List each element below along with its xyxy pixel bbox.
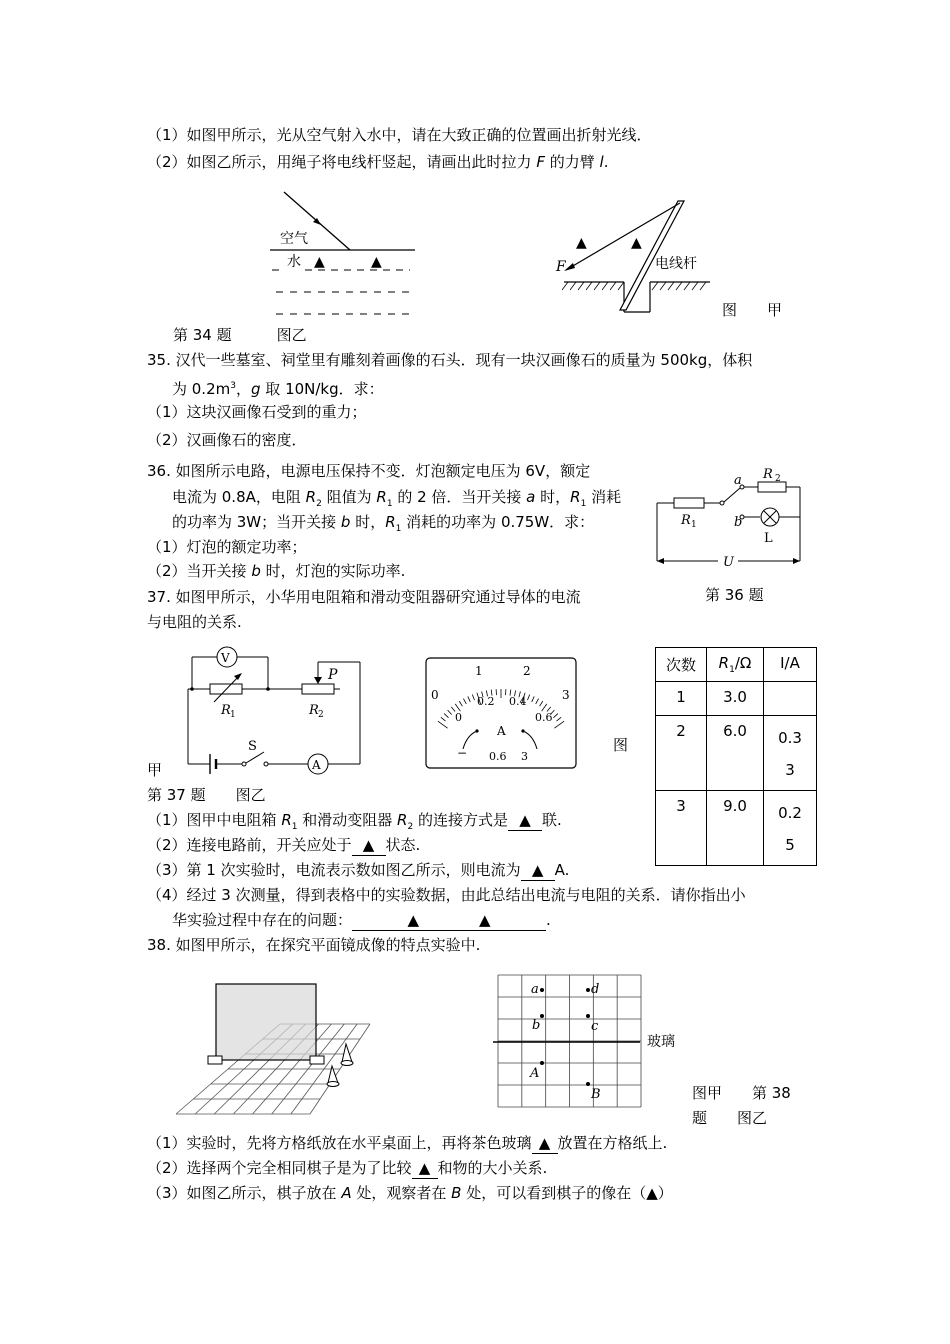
answer-blank: ▲	[521, 860, 555, 881]
svg-text:P: P	[328, 667, 338, 683]
q38-part3: （3）如图乙所示，棋子放在 A 处，观察者在 B 处，可以看到棋子的像在（▲）	[147, 1184, 673, 1202]
air-label: 空气	[280, 231, 308, 247]
q38-stem: 38. 如图甲所示，在探究平面镜成像的特点实验中.	[147, 936, 481, 954]
q38-part1: （1）实验时，先将方格纸放在水平桌面上，再将茶色玻璃 ▲ 放置在方格纸上.	[147, 1134, 668, 1152]
q37-fig-tu-label: 图	[613, 736, 629, 754]
rheostat-r2	[302, 684, 334, 694]
svg-text:0.4: 0.4	[509, 695, 527, 708]
q34-fig-jia-label: 图 甲	[722, 301, 783, 319]
svg-text:R: R	[221, 703, 231, 718]
svg-text:0: 0	[431, 688, 439, 702]
force-label: F	[556, 259, 566, 275]
q37-data-table	[655, 647, 817, 866]
resistor-r1	[674, 498, 704, 508]
svg-text:A: A	[530, 1066, 540, 1081]
svg-text:−: −	[457, 746, 468, 760]
svg-text:R: R	[309, 703, 319, 718]
svg-text:B: B	[591, 1087, 601, 1102]
q37-part4: （4）经过 3 次测量，得到表格中的实验数据，由此总结出电流与电阻的关系．请你指出小	[147, 886, 746, 904]
q34-caption: 第 34 题 图乙	[173, 326, 307, 344]
q37-stem-2: 与电阻的关系.	[147, 613, 242, 631]
chess-piece	[341, 1044, 353, 1066]
svg-text:3: 3	[562, 688, 570, 702]
q34-part1: （1）如图甲所示，光从空气射入水中，请在大致正确的位置画出折射光线．	[147, 126, 652, 144]
svg-text:A: A	[312, 758, 321, 772]
svg-text:c: c	[591, 1019, 599, 1034]
table-row: 2 6.0 0.3 3	[656, 716, 817, 791]
q34-part2: （2）如图乙所示，用绳子将电线杆竖起，请画出此时拉力 F 的力臂 l.	[147, 153, 609, 171]
q35-part2: （2）汉画像石的密度．	[147, 431, 307, 449]
svg-text:玻璃: 玻璃	[647, 1034, 675, 1050]
answer-blank: ▲	[412, 1158, 438, 1179]
resistor-r2	[758, 482, 786, 492]
q37-fig-jia-label: 甲	[147, 761, 163, 779]
svg-text:R: R	[763, 467, 773, 482]
q38-caption-2: 题 图乙	[692, 1109, 768, 1127]
q37-stem: 37. 如图甲所示，小华用电阻箱和滑动变阻器研究通过导体的电流	[147, 588, 581, 606]
svg-text:b: b	[532, 1018, 541, 1033]
svg-text:V: V	[221, 651, 230, 665]
svg-text:2: 2	[318, 710, 324, 720]
svg-text:0.2: 0.2	[477, 695, 495, 708]
svg-text:2: 2	[523, 664, 531, 678]
svg-text:a: a	[734, 473, 742, 488]
q38-mirror-setup-figure	[160, 980, 410, 1115]
q38-caption: 图甲 第 38	[692, 1084, 791, 1102]
svg-text:2: 2	[775, 474, 781, 484]
q35-stem-2: 为 $0.2m^3$，g 取 10N/kg．求：	[172, 380, 384, 398]
q34-pole-figure	[556, 195, 740, 320]
table-row: 3 9.0 0.2 5	[656, 791, 817, 866]
q35-part1: （1）这块汉画像石受到的重力；	[147, 403, 367, 421]
answer-mark: ▲	[631, 235, 642, 251]
q36-stem: 36. 如图所示电路，电源电压保持不变．灯泡额定电压为 6V，额定	[147, 462, 591, 480]
q35-stem: 35. 汉代一些墓室、祠堂里有雕刻着画像的石头．现有一块汉画像石的质量为 500kg，体积	[147, 351, 753, 369]
answer-mark: ▲	[646, 1184, 658, 1202]
answer-blank: ▲	[532, 1133, 558, 1154]
svg-text:0.6: 0.6	[489, 750, 507, 763]
svg-text:0: 0	[455, 711, 462, 724]
answer-mark: ▲	[371, 254, 382, 270]
glass-plate	[216, 984, 316, 1060]
q34-refraction-figure	[270, 188, 420, 323]
svg-text:b: b	[734, 515, 743, 530]
q36-part2: （2）当开关接 b 时，灯泡的实际功率.	[147, 562, 406, 580]
svg-text:A: A	[497, 724, 506, 738]
table-header: $R_1/\Omega$	[707, 648, 764, 682]
svg-text:a: a	[531, 982, 539, 997]
q38-part2: （2）选择两个完全相同棋子是为了比较 ▲ 和物的大小关系.	[147, 1159, 548, 1177]
svg-text:S: S	[248, 739, 257, 754]
table-row: 1 3.0	[656, 682, 817, 716]
q37-part3: （3）第 1 次实验时，电流表示数如图乙所示，则电流为 ▲ A.	[147, 861, 570, 879]
svg-text:d: d	[591, 982, 600, 997]
answer-blank: ▲	[508, 810, 542, 831]
q36-stem-3: 的功率为 3W；当开关接 b 时，$R_1$ 消耗的功率为 0.75W．求：	[172, 513, 595, 534]
q37-caption: 第 37 题 图乙	[147, 786, 266, 804]
svg-text:1: 1	[230, 710, 236, 720]
answer-mark: ▲	[314, 254, 325, 270]
q37-part1: （1）图甲中电阻箱 $R_1$ 和滑动变阻器 $R_2$ 的连接方式是 ▲ 联.	[147, 811, 562, 832]
q36-caption: 第 36 题	[705, 586, 764, 604]
svg-text:0.6: 0.6	[535, 711, 553, 724]
table-header: 次数	[656, 648, 707, 682]
answer-mark: ▲	[576, 235, 587, 251]
q37-circuit-figure	[180, 642, 365, 777]
q37-part4-2: 华实验过程中存在的问题： ▲ ▲ .	[172, 911, 551, 929]
q37-part2: （2）连接电路前，开关应处于 ▲ 状态.	[147, 836, 421, 854]
answer-blank: ▲ ▲	[352, 910, 546, 931]
svg-text:R: R	[681, 513, 691, 528]
svg-text:L: L	[764, 531, 773, 546]
q37-ammeter-dial	[425, 657, 577, 769]
svg-text:1: 1	[475, 664, 483, 678]
svg-text:1: 1	[691, 520, 697, 530]
svg-text:U: U	[723, 555, 734, 570]
svg-text:3: 3	[521, 750, 528, 763]
water-label: 水	[287, 254, 301, 270]
switch-blade	[724, 488, 740, 502]
pole-label: 电线杆	[655, 256, 697, 272]
answer-blank: ▲	[352, 835, 386, 856]
q36-part1: （1）灯泡的额定功率；	[147, 538, 307, 556]
q38-grid-figure	[490, 973, 680, 1113]
q36-stem-2: 电流为 0.8A，电阻 $R_2$ 阻值为 $R_1$ 的 2 倍．当开关接 a 时，$R_1$ 消耗	[172, 488, 622, 509]
q36-circuit-figure	[650, 462, 810, 572]
table-header: I/A	[764, 648, 817, 682]
